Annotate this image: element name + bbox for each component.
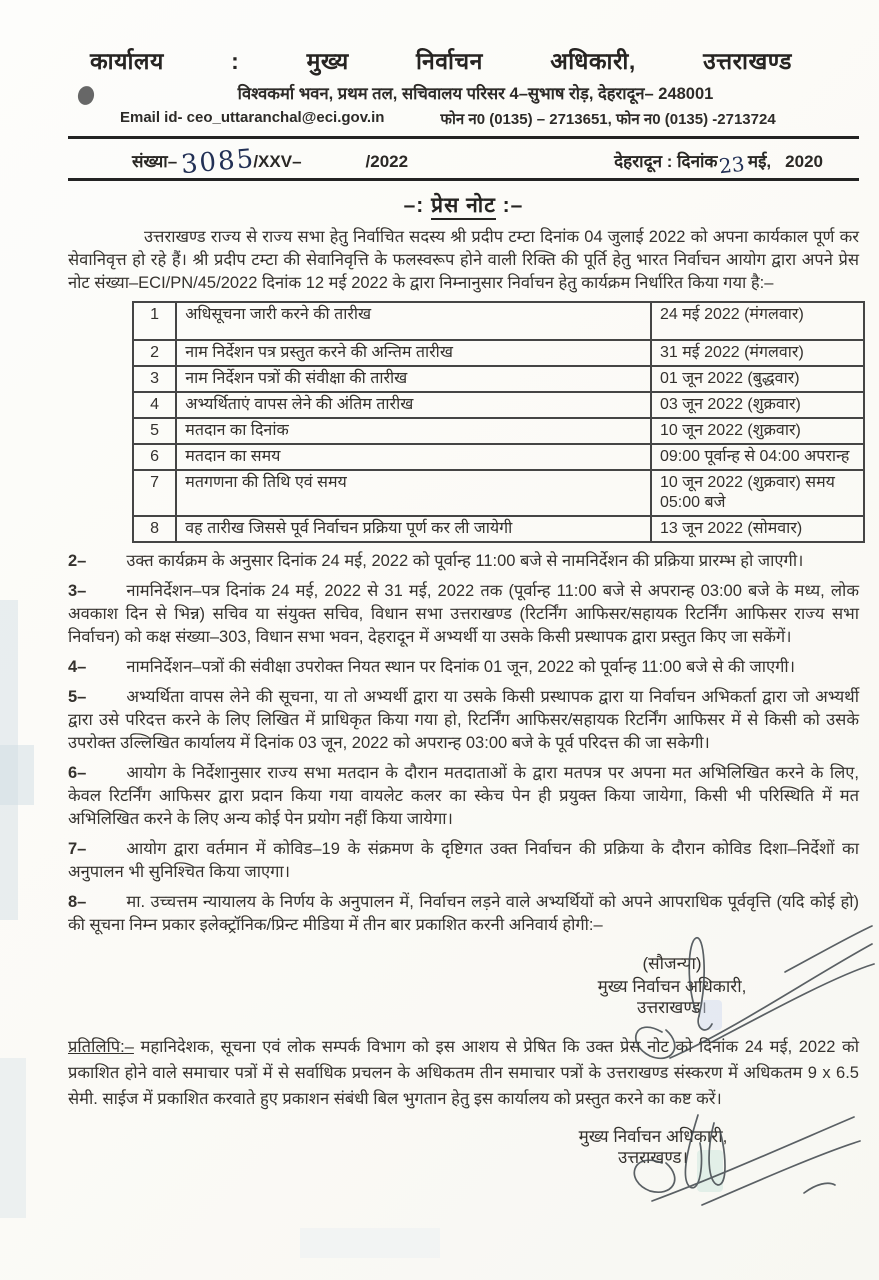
row-item-value: 24 मई 2022 (मंगलवार) [651, 302, 864, 340]
signatory-title: मुख्य निर्वाचन अधिकारी, [597, 977, 747, 996]
row-item-label: वह तारीख जिससे पूर्व निर्वाचन प्रक्रिया पूर्ण कर ली जायेगी [176, 516, 651, 542]
title-text: प्रेस नोट [431, 194, 496, 220]
phone-text: फोन न0 (0135) – 2713651, फोन न0 (0135) -2713724 [440, 111, 776, 128]
row-item-value: 10 जून 2022 (शुक्रवार) [651, 418, 864, 444]
paragraph-text: आयोग के निर्देशानुसार राज्य सभा मतदान के दौरान मतदाताओं के द्वारा मतपत्र पर अपना मत अभिलिखित करने के लिए, केवल रिटर्निंग आफिसर द्वारा प्रदान किया गया वायलेट कलर का स्केच पेन ही प्रयुक्त किया जायेगा, किसी भी परिस्थिति में मत अभिलिखित करने के लिए अन्य कोई पेन प्रयोग नहीं किया जायेगा। [68, 764, 859, 828]
row-item-value: 13 जून 2022 (सोमवार) [651, 516, 864, 542]
paragraph-number: 4– [68, 658, 87, 676]
numbered-paragraph [68, 838, 859, 884]
ref-date-year: 2020 [785, 152, 823, 171]
row-item-label: मतदान का दिनांक [176, 418, 651, 444]
numbered-paragraphs [68, 550, 859, 937]
handwritten-signature-bottom [590, 1105, 879, 1233]
intro-paragraph: उत्तराखण्ड राज्य से राज्य सभा हेतु निर्वाचित सदस्य श्री प्रदीप टम्टा दिनांक 04 जुलाई 2022 को अपना कार्यकाल पूर्ण कर सेवानिवृत्त हो रहे हैं। श्री प्रदीप टम्टा की सेवानिवृत्ति के फलस्वरूप होने वाली रिक्ति की पूर्ति हेतु भारत निर्वाचन आयोग द्वारा अपने प्रेस नोट संख्या–ECI/PN/45/2022 दिनांक 12 मई 2022 के द्वारा निम्नानुसार निर्वाचन हेतु कार्यक्रम निर्धारित किया गया है:– [68, 228, 859, 292]
row-item-label: नाम निर्देशन पत्रों की संवीक्षा की तारीख [176, 366, 651, 392]
numbered-paragraph [68, 686, 859, 755]
ref-number-suffix: /XXV– [253, 152, 302, 171]
row-serial-number: 2 [133, 340, 176, 366]
row-item-value: 31 मई 2022 (मंगलवार) [651, 340, 864, 366]
copy-note-label: प्रतिलिपि:– [68, 1038, 134, 1056]
title-prefix: –: [403, 194, 425, 217]
table-row [133, 392, 864, 418]
paragraph-text: अभ्यर्थिता वापस लेने की सूचना, या तो अभ्यर्थी द्वारा या उसके किसी प्रस्थापक द्वारा या निर्वाचन अभिकर्ता द्वारा जो अभ्यर्थी द्वारा उसे परिदत्त करने के लिए लिखित में प्राधिकृत किया गया हो, रिटर्निंग आफिसर/सहायक रिटर्निंग आफिसर में से किसी को उसके उपरोक्त उल्लिखित कार्यालय में दिनांक 03 जून, 2022 को अपरान्ह 03:00 बजे के पूर्व परिदत्त की जा सकेगी। [68, 688, 859, 752]
row-item-value: 10 जून 2022 (शुक्रवार) समय 05:00 बजे [651, 470, 864, 516]
ref-number-year: /2022 [365, 152, 409, 171]
paragraph-text: आयोग द्वारा वर्तमान में कोविड–19 के संक्रमण के दृष्टिगत उक्त निर्वाचन की प्रक्रिया के दौरान कोविड दिशा–निर्देशों का अनुपालन भी सुनिश्चित किया जाएगा। [68, 840, 859, 881]
table-row [133, 470, 864, 516]
signature-block-top [537, 953, 807, 1018]
contact-line [68, 109, 859, 129]
row-serial-number: 5 [133, 418, 176, 444]
row-item-value: 03 जून 2022 (शुक्रवार) [651, 392, 864, 418]
paragraph-text: नामनिर्देशन–पत्रों की संवीक्षा उपरोक्त नियत स्थान पर दिनांक 01 जून, 2022 को पूर्वान्ह 11:00 बजे से की जाएगी। [126, 658, 795, 676]
numbered-paragraph [68, 656, 859, 679]
paragraph-number: 6– [68, 764, 87, 782]
copy-note-text: महानिदेशक, सूचना एवं लोक सम्पर्क विभाग को इस आशय से प्रेषित कि उक्त प्रेस नोट को दिनांक 24 मई, 2022 को प्रकाशित होने वाले समाचार पत्रों में से सर्वाधिक प्रचलन के अधिकतम तीन समाचार पत्रों के उत्तराखण्ड संस्करण में अधिकतम 9 x 6.5 सेमी. साईज में प्रकाशित करवाते हुए प्रकाशन संबंधी बिल भुगतान हेतु इस कार्यालय को प्रस्तुत करने का कष्ट करें। [68, 1038, 859, 1108]
row-item-value: 09:00 पूर्वान्ह से 04:00 अपरान्ह [651, 444, 864, 470]
table-row [133, 302, 864, 340]
office-address-line: विश्वकर्मा भवन, प्रथम तल, सचिवालय परिसर 4–सुभाष रोड़, देहरादून– 248001 [237, 85, 714, 103]
ref-number-label: संख्या– [132, 152, 178, 171]
paragraph-text: उक्त कार्यक्रम के अनुसार दिनांक 24 मई, 2022 को पूर्वान्ह 11:00 बजे से नामनिर्देशन की प्रक्रिया प्रारम्भ हो जाएगी। [126, 552, 804, 570]
paragraph-number: 5– [68, 688, 87, 706]
row-item-label: मतदान का समय [176, 444, 651, 470]
row-serial-number: 3 [133, 366, 176, 392]
row-item-label: अभ्यर्थिताएं वापस लेने की अंतिम तारीख [176, 392, 651, 418]
row-item-label: मतगणना की तिथि एवं समय [176, 470, 651, 516]
table-row [133, 516, 864, 542]
scan-artifact [300, 1228, 440, 1258]
signatory-org: उत्तराखण्ड। [637, 998, 707, 1017]
table-row [133, 444, 864, 470]
ref-date-handwritten: 23 [718, 151, 747, 179]
document-title [68, 191, 859, 219]
scan-artifact [0, 600, 18, 920]
paragraph-number: 7– [68, 840, 87, 858]
table-row [133, 366, 864, 392]
table-row [133, 418, 864, 444]
title-suffix: :– [502, 194, 524, 217]
numbered-paragraph [68, 580, 859, 649]
office-title-line: कार्यालय : मुख्य निर्वाचन अधिकारी, उत्तराखण्ड [90, 48, 792, 74]
paragraph-number: 2– [68, 552, 87, 570]
signatory-title: मुख्य निर्वाचन अधिकारी, [578, 1127, 728, 1146]
row-item-value: 01 जून 2022 (बुद्धवार) [651, 366, 864, 392]
numbered-paragraph [68, 891, 859, 937]
row-serial-number: 8 [133, 516, 176, 542]
ref-place-date-label: देहरादून : दिनांक [614, 152, 718, 171]
copy-note-paragraph [68, 1034, 859, 1112]
table-row [133, 340, 864, 366]
numbered-paragraph [68, 550, 859, 573]
row-item-label: नाम निर्देशन पत्र प्रस्तुत करने की अन्तिम तारीख [176, 340, 651, 366]
paragraph-number: 3– [68, 582, 87, 600]
paragraph-text: मा. उच्चत्तम न्यायालय के निर्णय के अनुपालन में, निर्वाचन लड़ने वाले अभ्यर्थियों को अपने आपराधिक पूर्ववृत्ति (यदि कोई हो) की सूचना निम्न प्रकार इलेक्ट्रॉनिक/प्रिन्ट मीडिया में तीन बार प्रकाशित करनी अनिवार्य होगी:– [68, 893, 859, 934]
row-serial-number: 6 [133, 444, 176, 470]
numbered-paragraph [68, 762, 859, 831]
signatory-org: उत्तराखण्ड। [618, 1148, 688, 1167]
scan-artifact [0, 745, 34, 805]
email-text: Email id- ceo_uttaranchal@eci.gov.in [120, 109, 385, 126]
scan-artifact [0, 1058, 26, 1218]
ref-date-month: मई, [747, 152, 772, 171]
paragraph-number: 8– [68, 893, 87, 911]
signatory-name: (सौजन्या) [642, 954, 702, 973]
row-item-label: अधिसूचना जारी करने की तारीख [176, 302, 651, 340]
election-schedule-table [132, 301, 865, 543]
reference-line [68, 136, 859, 181]
ref-number-handwritten: 3085 [179, 143, 257, 181]
row-serial-number: 7 [133, 470, 176, 516]
paragraph-text: नामनिर्देशन–पत्र दिनांक 24 मई, 2022 से 31 मई, 2022 तक (पूर्वान्ह 11:00 बजे से अपरान्ह 03:00 बजे के मध्य, लोक अवकाश दिन से भिन्न) सचिव या संयुक्त सचिव, विधान सभा उत्तराखण्ड (रिटर्निंग आफिसर/सहायक रिटर्निंग आफिसर राज्य सभा निर्वाचन) को कक्ष संख्या–303, विधान सभा भवन, देहरादून में अभ्यर्थी या उसके किसी प्रस्थापक द्वारा प्रस्तुत किए जा सकेंगें। [68, 582, 859, 646]
signature-block-bottom [533, 1126, 773, 1168]
row-serial-number: 1 [133, 302, 176, 340]
row-serial-number: 4 [133, 392, 176, 418]
